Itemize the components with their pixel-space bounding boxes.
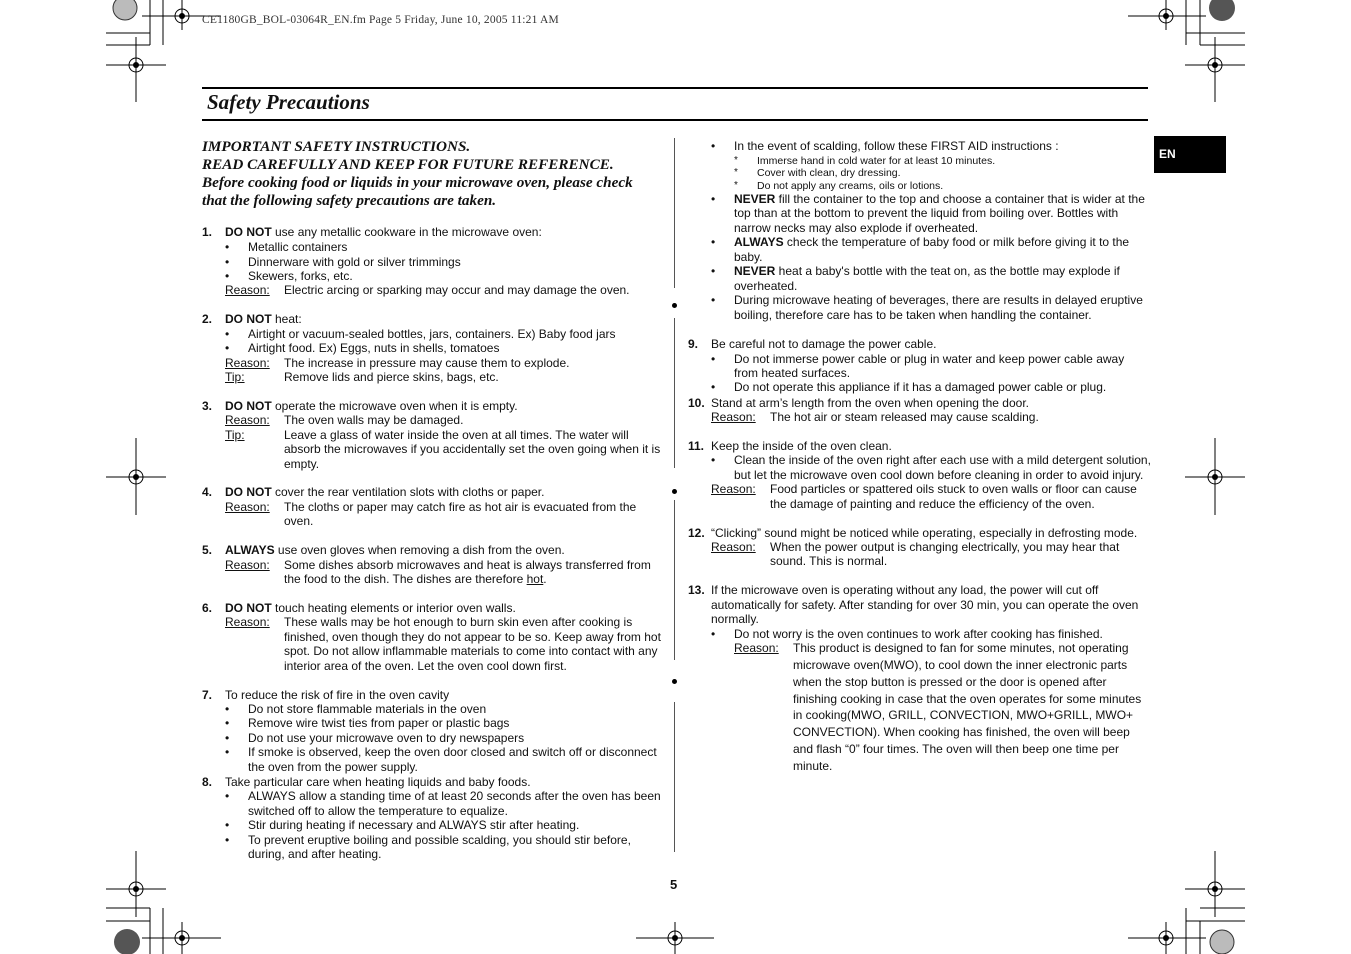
column-divider [674,138,675,288]
tip-text: Remove lids and pierce skins, bags, etc. [284,370,499,384]
reason-text: The increase in pressure may cause them to explode. [284,356,570,370]
bullet-item: • Remove wire twist ties from paper or plastic bags [248,716,509,731]
item-text: heat: [271,312,302,326]
item-number: 7. [202,688,213,702]
reason-text: The oven walls may be damaged. [284,413,464,427]
item-heading [225,485,544,500]
bullet-text: fill the container to the top and choose a container that is wider at the [775,192,1145,206]
bold-keyword: NEVER [734,264,776,278]
item-heading [225,543,565,558]
bold-keyword: NEVER [734,192,776,206]
intro-line: Before cooking food or liquids in your microwave oven, please check [202,174,633,191]
reason-text: minute. [793,759,833,773]
file-header: CE1180GB_BOL-03064R_EN.fm Page 5 Friday, June 10, 2005 11:21 AM [202,14,559,26]
bold-keyword: DO NOT [225,485,272,499]
reason-text: When the power output is changing electrically, you may hear that [770,540,1120,554]
item-number: 13. [688,583,705,597]
bullet-item-continued: switched off to allow the temperature to equalize. [248,804,508,818]
item-number: 8. [202,775,213,789]
bullet-item: • Do not use your microwave oven to dry newspapers [248,731,524,746]
reason-text: and flash “0” four times. The oven will then beep one time per [793,742,1119,756]
star-marker: * [734,180,738,191]
tip-text: empty. [284,457,320,471]
bullet-item: • Do not operate this appliance if it has a damaged power cable or plug. [734,380,1106,395]
reason-label: Reason: [734,641,779,655]
bullet-item-continued: overheated. [734,279,798,293]
reason-text: The cloths or paper may catch fire as hot air is evacuated from the [284,500,637,514]
bullet-item [734,235,1129,250]
item-number: 6. [202,601,213,615]
bullet-item: • Skewers, forks, etc. [248,269,353,284]
column-divider [674,318,675,468]
intro-heading [202,138,672,210]
bold-keyword: ALWAYS [225,543,275,557]
bullet-item-continued: during, and after heating. [248,847,382,861]
item-number: 1. [202,225,213,239]
bullet-item: • Airtight or vacuum-sealed bottles, jars, containers. Ex) Baby food jars [248,327,616,342]
item-heading: Take particular care when heating liquids and baby foods. [225,775,531,789]
item-number: 3. [202,399,213,413]
bullet-item: • During microwave heating of beverages, there are results in delayed eruptive [734,293,1143,308]
reason-text: This product is designed to fan for some minutes, not operating [793,641,1129,655]
tip-label: Tip: [225,370,245,384]
reason-text: when the stop button is pressed or the door is opened after [793,675,1107,689]
bullet-item-continued: top than at the bottom to prevent the liquid from boiling over. Bottles with [734,206,1119,220]
reason-text: in cooking(MWO, GRILL, CONVECTION, MWO+GRILL, MWO+ [793,708,1134,722]
bullet-item-continued: from heated surfaces. [734,366,851,380]
reason-text [284,572,547,587]
reason-text: finishing cooking in case that the oven operates for some minutes [793,692,1142,706]
item-text: touch heating elements or interior oven walls. [271,601,516,615]
bold-keyword: DO NOT [225,399,272,413]
item-text: normally. [711,612,759,626]
reason-label: Reason: [225,558,270,572]
intro-line: that the following safety precautions are taken. [202,192,497,209]
bullet-item: • Do not store flammable materials in the oven [248,702,486,717]
column-divider [674,500,675,660]
item-number: 11. [688,439,705,453]
item-number: 2. [202,312,213,326]
bullet-item: • Clean the inside of the oven right after each use with a mild detergent solution, [734,453,1151,468]
item-heading: “Clicking” sound might be noticed while operating, especially in defrosting mode. [711,526,1138,540]
item-number: 12. [688,526,705,540]
reason-text-part: . [543,572,547,586]
item-heading: Keep the inside of the oven clean. [711,439,892,453]
item-number: 9. [688,337,699,351]
bullet-item: • In the event of scalding, follow these FIRST AID instructions : [734,139,1059,154]
page-title: Safety Precautions [207,90,370,114]
bullet-text: heat a baby's bottle with the teat on, as the bottle may explode if [775,264,1120,278]
first-aid-step: Immerse hand in cold water for at least 10 minutes. [757,155,996,167]
reason-text: spot. Do not allow inflammable materials to come into contact with any [284,644,658,658]
item-heading: To reduce the risk of fire in the oven cavity [225,688,450,702]
reason-label: Reason: [225,283,270,297]
reason-text: the damage of painting and reduce the efficiency of the oven. [770,497,1095,511]
title-rule-bottom [202,119,1148,121]
bullet-item: • Dinnerware with gold or silver trimmings [248,255,461,270]
reason-text-emphasis: hot [526,572,544,586]
bullet-item-continued: boiling, therefore care has to be taken when handling the container. [734,308,1092,322]
divider-dot [672,303,677,308]
reason-text: These walls may be hot enough to burn skin even after cooking is [284,615,633,629]
item-heading: Be careful not to damage the power cable. [711,337,937,351]
item-text: automatically for safety. After standing for over 30 min, you can operate the oven [711,598,1139,612]
bullet-item: • Stir during heating if necessary and ALWAYS stir after heating. [248,818,579,833]
item-number: 10. [688,396,705,410]
title-rule-top [202,87,1148,89]
divider-dot [672,489,677,494]
bold-keyword: DO NOT [225,601,272,615]
bold-keyword: DO NOT [225,225,272,239]
bullet-item: • Do not worry is the oven continues to work after cooking has finished. [734,627,1103,642]
bullet-item: • Do not immerse power cable or plug in water and keep power cable away [734,352,1124,367]
bullet-item-continued: narrow necks may also explode if overheated. [734,221,979,235]
intro-line: READ CAREFULLY AND KEEP FOR FUTURE REFERENCE. [202,156,614,173]
reason-label: Reason: [225,356,270,370]
bullet-text: check the temperature of baby food or milk before giving it to the [783,235,1130,249]
item-number: 5. [202,543,213,557]
reason-text: Food particles or spattered oils stuck to oven walls or floor can cause [770,482,1137,496]
language-tab [1154,136,1226,173]
divider-dot [672,679,677,684]
bullet-item: • If smoke is observed, keep the oven door closed and switch off or disconnect [248,745,657,760]
reason-text: Electric arcing or sparking may occur and may damage the oven. [284,283,630,297]
item-text: use oven gloves when removing a dish from the oven. [274,543,565,557]
item-text: If the microwave oven is operating without any load, the power will cut off [711,583,1099,597]
bold-keyword: ALWAYS [734,235,784,249]
bullet-item-continued: the oven from the power supply. [248,760,418,774]
bullet-item: • Metallic containers [248,240,347,255]
tip-text: Leave a glass of water inside the oven at all times. The water will [284,428,629,442]
item-heading [225,399,518,414]
bullet-item [734,264,1120,279]
item-number: 4. [202,485,213,499]
reason-text-part: the food to the dish. The dishes are therefore [284,572,527,586]
reason-text: microwave oven(MWO), to cool down the inner electronic parts [793,658,1128,672]
reason-label: Reason: [225,500,270,514]
reason-text: CONVECTION). When cooking has finished, the oven will beep [793,725,1130,739]
item-heading [225,312,302,327]
item-heading [225,601,516,616]
bullet-item-continued: but let the microwave oven cool down before cleaning in order to avoid injury. [734,468,1144,482]
language-tab-label: EN [1159,147,1176,161]
intro-line: IMPORTANT SAFETY INSTRUCTIONS. [202,138,471,155]
bullet-item: • To prevent eruptive boiling and possible scalding, you should stir before, [248,833,631,848]
first-aid-step: Cover with clean, dry dressing. [757,167,901,179]
star-marker: * [734,167,738,178]
item-text: use any metallic cookware in the microwave oven: [271,225,542,239]
bullet-item: • ALWAYS allow a standing time of at least 20 seconds after the oven has been [248,789,661,804]
item-heading [225,225,542,240]
reason-text: finished, oven though they do not appear to be so. Keep away from hot [284,630,661,644]
reason-text: interior area of the oven. Let the oven cool down first. [284,659,567,673]
bullet-item-continued: baby. [734,250,763,264]
reason-text: The hot air or steam released may cause scalding. [770,410,1039,424]
reason-label: Reason: [225,413,270,427]
item-text: operate the microwave oven when it is empty. [271,399,518,413]
bold-keyword: DO NOT [225,312,272,326]
column-divider [674,702,675,852]
reason-label: Reason: [711,482,756,496]
tip-text: absorb the microwaves if you accidentally set the oven going when it is [284,442,661,456]
item-heading: Stand at arm’s length from the oven when opening the door. [711,396,1029,410]
reason-label: Reason: [225,615,270,629]
reason-text: Some dishes absorb microwaves and heat is always transferred from [284,558,651,572]
item-text: cover the rear ventilation slots with cloths or paper. [271,485,545,499]
reason-text: sound. This is normal. [770,554,888,568]
tip-label: Tip: [225,428,245,442]
bullet-item: • Airtight food. Ex) Eggs, nuts in shells, tomatoes [248,341,499,356]
reason-label: Reason: [711,410,756,424]
bullet-item [734,192,1145,207]
reason-text: oven. [284,514,314,528]
first-aid-step: Do not apply any creams, oils or lotions. [757,180,944,192]
star-marker: * [734,155,738,166]
reason-label: Reason: [711,540,756,554]
page-number: 5 [670,877,678,892]
